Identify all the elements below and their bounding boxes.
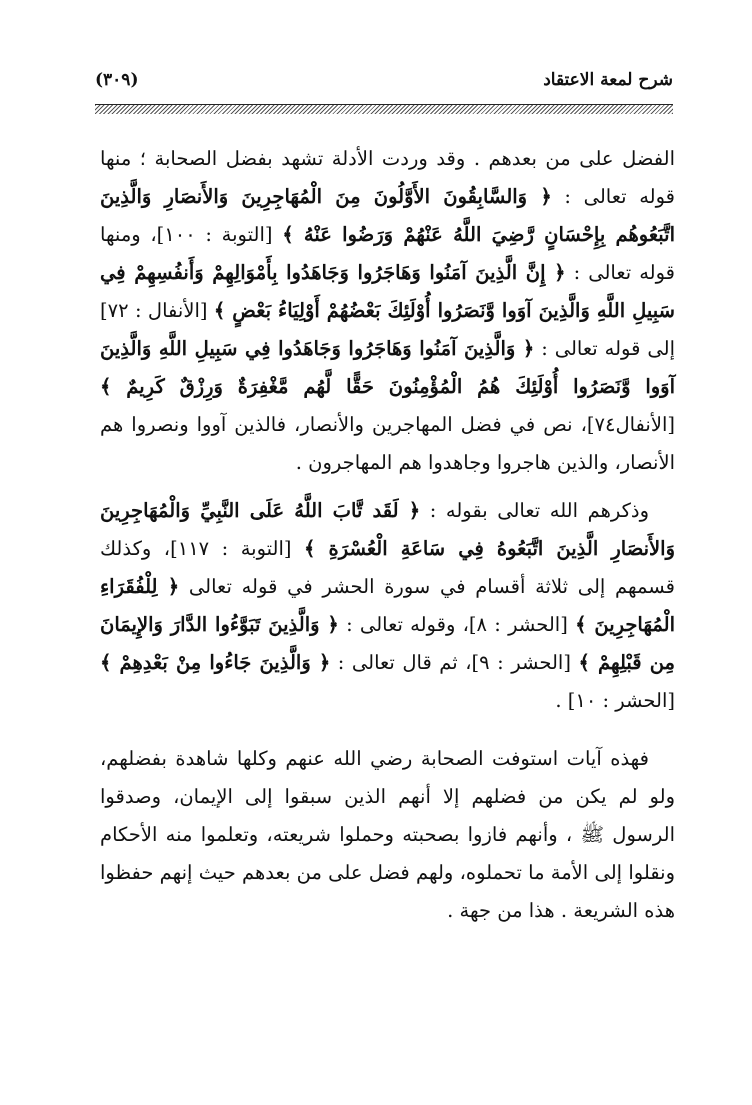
quran-verse: ﴿ لَقَد تَّابَ اللَّهُ عَلَى النَّبِيِّ وَالْمُهَاجِرِينَ وَالأَنصَارِ الَّذِينَ اتَّبَعُوهُ فِي سَاعَةِ الْعُسْرَةِ ﴾ [100,499,675,560]
paragraph-1 [100,140,675,482]
verse-reference: [الحشر : ٨]، وقوله تعالى : [346,613,568,636]
header-rule [95,104,673,114]
quran-verse: ﴿ وَالَّذِينَ تَبَوَّءُوا الدَّارَ وَالإِيمَانَ مِن قَبْلِهِمْ ﴾ [100,613,676,674]
page-header [95,68,673,98]
page-number: (٣٠٩) [95,70,139,90]
verse-reference: [الأنفال٧٤]، نص في فضل المهاجرين والأنصار، فالذين آووا ونصروا هم الأنصار، والذين هاجروا وجاهدوا هم المهاجرون . [100,413,675,474]
running-title: شرح لمعة الاعتقاد [543,70,673,90]
paragraph-3 [100,740,675,930]
text-run: فهذه آيات استوفت الصحابة رضي الله عنهم وكلها شاهدة بفضلهم، ولو لم يكن من فضلهم إلا أنهم الذين سبقوا إلى الإيمان، وصدقوا الرسول ﷺ ، وأنهم فازوا بصحبته وحملوا شريعته، وتعلموا منه الأحكام ونقلوا إلى الأمة ما تحملوه، ولهم فضل على من بعدهم حيث إنهم حفظوا هذه الشريعة . هذا من جهة . [100,747,675,922]
text-run: الفضل على من بعدهم . وقد وردت الأدلة تشهد بفضل الصحابة ؛ منها قوله تعالى : [100,147,675,208]
quran-verse: ﴿ لِلْفُقَرَاءِ الْمُهَاجِرِينَ ﴾ [100,575,675,636]
quran-verse: ﴿ وَالَّذِينَ آمَنُوا وَهَاجَرُوا وَجَاهَدُوا فِي سَبِيلِ اللَّهِ وَالَّذِينَ آوَوا وَّنَصَرُوا أُوْلَئِكَ هُمُ الْمُؤْمِنُونَ حَقًّا لَّهُم مَّغْفِرَةٌ وَرِزْقٌ كَرِيمٌ ﴾ [100,337,675,398]
verse-reference: [الحشر : ١٠] . [555,689,675,712]
verse-reference: [التوبة : ١١٧]، وكذلك قسمهم إلى ثلاثة أقسام في سورة الحشر في قوله تعالى [100,537,676,598]
verse-reference: [الأنفال : ٧٢] إلى قوله تعالى : [100,299,675,360]
quran-verse: ﴿ وَالَّذِينَ جَاءُوا مِنْ بَعْدِهِمْ ﴾ [100,651,331,674]
text-run: وذكرهم الله تعالى بقوله : [429,499,650,522]
verse-reference: [التوبة : ١٠٠]، ومنها قوله تعالى : [100,223,675,284]
paragraph-2 [100,492,675,720]
quran-verse: ﴿ وَالسَّابِقُونَ الأَوَّلُونَ مِنَ الْمُهَاجِرِينَ وَالأَنصَارِ وَالَّذِينَ اتَّبَعُوهُم بِإِحْسَانٍ رَّضِيَ اللَّهُ عَنْهُمْ وَرَضُوا عَنْهُ ﴾ [100,185,676,246]
verse-reference: [الحشر : ٩]، ثم قال تعالى : [337,651,571,674]
quran-verse: ﴿ إِنَّ الَّذِينَ آمَنُوا وَهَاجَرُوا وَجَاهَدُوا بِأَمْوَالِهِمْ وَأَنفُسِهِمْ فِي سَبِيلِ اللَّهِ وَالَّذِينَ آوَوا وَّنَصَرُوا أُوْلَئِكَ بَعْضُهُمْ أَوْلِيَاءُ بَعْضٍ ﴾ [100,261,675,322]
body-text [100,140,675,930]
